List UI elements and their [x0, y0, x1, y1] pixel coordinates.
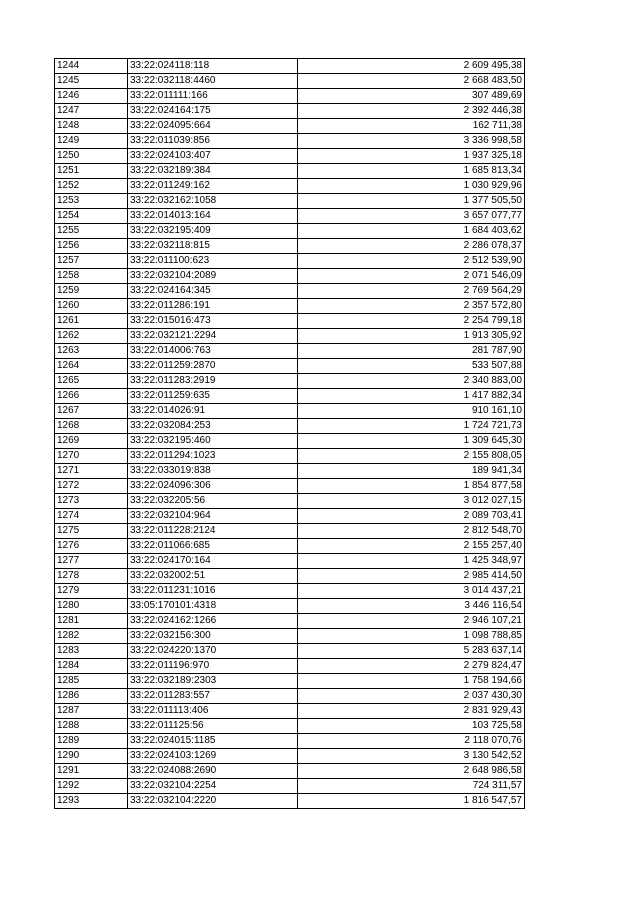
- cadastral-number-cell: 33:22:024088:2690: [128, 764, 298, 779]
- table-row: [55, 314, 525, 329]
- cadastral-value-cell: 3 014 437,21: [298, 584, 525, 599]
- cadastral-number-cell: 33:22:032195:460: [128, 434, 298, 449]
- cadastral-value-cell: 2 155 808,05: [298, 449, 525, 464]
- cadastral-value-cell: 3 446 116,54: [298, 599, 525, 614]
- cadastral-number-cell: 33:22:011259:635: [128, 389, 298, 404]
- table-row: [55, 449, 525, 464]
- cadastral-value-cell: 2 071 546,09: [298, 269, 525, 284]
- table-row: [55, 599, 525, 614]
- row-number-cell: 1267: [55, 404, 128, 419]
- cadastral-value-cell: 1 758 194,66: [298, 674, 525, 689]
- table-row: [55, 734, 525, 749]
- table-row: [55, 239, 525, 254]
- row-number-cell: 1271: [55, 464, 128, 479]
- cadastral-number-cell: 33:22:014006:763: [128, 344, 298, 359]
- cadastral-number-cell: 33:22:011100:623: [128, 254, 298, 269]
- table-row: [55, 224, 525, 239]
- cadastral-value-cell: 2 985 414,50: [298, 569, 525, 584]
- cadastral-number-cell: 33:22:011066:685: [128, 539, 298, 554]
- cadastral-number-cell: 33:22:011286:191: [128, 299, 298, 314]
- table-row: [55, 674, 525, 689]
- table-row: [55, 284, 525, 299]
- cadastral-value-cell: 2 812 548,70: [298, 524, 525, 539]
- cadastral-number-cell: 33:22:024118:118: [128, 59, 298, 74]
- table-row: [55, 764, 525, 779]
- cadastral-value-cell: 2 609 495,38: [298, 59, 525, 74]
- cadastral-value-cell: 533 507,88: [298, 359, 525, 374]
- row-number-cell: 1259: [55, 284, 128, 299]
- table-row: [55, 164, 525, 179]
- row-number-cell: 1263: [55, 344, 128, 359]
- table-row: [55, 464, 525, 479]
- cadastral-number-cell: 33:22:015016:473: [128, 314, 298, 329]
- table-row: [55, 554, 525, 569]
- cadastral-number-cell: 33:22:024015:1185: [128, 734, 298, 749]
- cadastral-number-cell: 33:22:024162:1266: [128, 614, 298, 629]
- table-row: [55, 509, 525, 524]
- table-row: [55, 299, 525, 314]
- cadastral-value-cell: 2 340 883,00: [298, 374, 525, 389]
- cadastral-number-cell: 33:22:024170:164: [128, 554, 298, 569]
- row-number-cell: 1289: [55, 734, 128, 749]
- table-row: [55, 269, 525, 284]
- cadastral-value-cell: 281 787,90: [298, 344, 525, 359]
- table-row: [55, 644, 525, 659]
- cadastral-value-cell: 5 283 637,14: [298, 644, 525, 659]
- cadastral-value-cell: 307 489,69: [298, 89, 525, 104]
- row-number-cell: 1248: [55, 119, 128, 134]
- cadastral-value-cell: 1 913 305,92: [298, 329, 525, 344]
- row-number-cell: 1274: [55, 509, 128, 524]
- table-row: [55, 689, 525, 704]
- row-number-cell: 1244: [55, 59, 128, 74]
- cadastral-value-cell: 103 725,58: [298, 719, 525, 734]
- cadastral-number-cell: 33:22:011228:2124: [128, 524, 298, 539]
- table-row: [55, 479, 525, 494]
- row-number-cell: 1276: [55, 539, 128, 554]
- cadastral-number-cell: 33:22:024096:306: [128, 479, 298, 494]
- cadastral-value-cell: 1 417 882,34: [298, 389, 525, 404]
- table-row: [55, 419, 525, 434]
- cadastral-number-cell: 33:22:032121:2294: [128, 329, 298, 344]
- cadastral-value-cell: 724 311,57: [298, 779, 525, 794]
- row-number-cell: 1280: [55, 599, 128, 614]
- cadastral-value-cell: 1 684 403,62: [298, 224, 525, 239]
- cadastral-value-cell: 1 685 813,34: [298, 164, 525, 179]
- table-row: [55, 434, 525, 449]
- cadastral-number-cell: 33:22:032118:815: [128, 239, 298, 254]
- cadastral-value-cell: 3 012 027,15: [298, 494, 525, 509]
- cadastral-value-cell: 1 854 877,58: [298, 479, 525, 494]
- cadastral-number-cell: 33:22:014026:91: [128, 404, 298, 419]
- cadastral-number-cell: 33:22:011283:2919: [128, 374, 298, 389]
- table-row: [55, 119, 525, 134]
- cadastral-number-cell: 33:22:032189:384: [128, 164, 298, 179]
- cadastral-value-cell: 1 724 721,73: [298, 419, 525, 434]
- cadastral-number-cell: 33:22:011196:970: [128, 659, 298, 674]
- cadastral-value-cell: 2 831 929,43: [298, 704, 525, 719]
- cadastral-value-cell: 2 279 824,47: [298, 659, 525, 674]
- cadastral-number-cell: 33:22:032104:2254: [128, 779, 298, 794]
- table-row: [55, 719, 525, 734]
- table-row: [55, 359, 525, 374]
- row-number-cell: 1270: [55, 449, 128, 464]
- table-row: [55, 614, 525, 629]
- row-number-cell: 1254: [55, 209, 128, 224]
- cadastral-number-cell: 33:22:032104:2089: [128, 269, 298, 284]
- row-number-cell: 1262: [55, 329, 128, 344]
- row-number-cell: 1247: [55, 104, 128, 119]
- table-row: [55, 749, 525, 764]
- table-row: [55, 794, 525, 809]
- table-row: [55, 329, 525, 344]
- row-number-cell: 1250: [55, 149, 128, 164]
- table-row: [55, 494, 525, 509]
- row-number-cell: 1278: [55, 569, 128, 584]
- cadastral-number-cell: 33:22:032104:2220: [128, 794, 298, 809]
- table-row: [55, 374, 525, 389]
- table-row: [55, 659, 525, 674]
- cadastral-number-cell: 33:22:032084:253: [128, 419, 298, 434]
- cadastral-number-cell: 33:22:011039:856: [128, 134, 298, 149]
- row-number-cell: 1286: [55, 689, 128, 704]
- cadastral-value-cell: 2 357 572,80: [298, 299, 525, 314]
- cadastral-number-cell: 33:05:170101:4318: [128, 599, 298, 614]
- row-number-cell: 1279: [55, 584, 128, 599]
- cadastral-number-cell: 33:22:011125:56: [128, 719, 298, 734]
- row-number-cell: 1292: [55, 779, 128, 794]
- cadastral-value-cell: 1 816 547,57: [298, 794, 525, 809]
- cadastral-value-cell: 2 118 070,76: [298, 734, 525, 749]
- cadastral-value-cell: 1 377 505,50: [298, 194, 525, 209]
- row-number-cell: 1256: [55, 239, 128, 254]
- cadastral-value-cell: 2 089 703,41: [298, 509, 525, 524]
- cadastral-number-cell: 33:22:032104:964: [128, 509, 298, 524]
- cadastral-value-cell: 1 937 325,18: [298, 149, 525, 164]
- cadastral-value-cell: 3 130 542,52: [298, 749, 525, 764]
- cadastral-value-cell: 2 286 078,37: [298, 239, 525, 254]
- cadastral-value-cell: 162 711,38: [298, 119, 525, 134]
- row-number-cell: 1277: [55, 554, 128, 569]
- table-row: [55, 59, 525, 74]
- row-number-cell: 1282: [55, 629, 128, 644]
- table-row: [55, 254, 525, 269]
- row-number-cell: 1264: [55, 359, 128, 374]
- cadastral-value-cell: 2 392 446,38: [298, 104, 525, 119]
- row-number-cell: 1260: [55, 299, 128, 314]
- table-row: [55, 704, 525, 719]
- cadastral-number-cell: 33:22:024220:1370: [128, 644, 298, 659]
- row-number-cell: 1261: [55, 314, 128, 329]
- cadastral-number-cell: 33:22:033019:838: [128, 464, 298, 479]
- cadastral-number-cell: 33:22:024164:175: [128, 104, 298, 119]
- cadastral-number-cell: 33:22:024103:407: [128, 149, 298, 164]
- cadastral-number-cell: 33:22:024164:345: [128, 284, 298, 299]
- table-row: [55, 584, 525, 599]
- row-number-cell: 1288: [55, 719, 128, 734]
- cadastral-value-cell: 1 098 788,85: [298, 629, 525, 644]
- row-number-cell: 1281: [55, 614, 128, 629]
- cadastral-number-cell: 33:22:011113:406: [128, 704, 298, 719]
- cadastral-number-cell: 33:22:032002:51: [128, 569, 298, 584]
- cadastral-number-cell: 33:22:032162:1058: [128, 194, 298, 209]
- row-number-cell: 1252: [55, 179, 128, 194]
- row-number-cell: 1251: [55, 164, 128, 179]
- cadastral-value-cell: 910 161,10: [298, 404, 525, 419]
- table-row: [55, 209, 525, 224]
- table-row: [55, 149, 525, 164]
- table-row: [55, 344, 525, 359]
- row-number-cell: 1245: [55, 74, 128, 89]
- row-number-cell: 1291: [55, 764, 128, 779]
- row-number-cell: 1269: [55, 434, 128, 449]
- row-number-cell: 1293: [55, 794, 128, 809]
- row-number-cell: 1268: [55, 419, 128, 434]
- cadastral-value-cell: 2 254 799,18: [298, 314, 525, 329]
- row-number-cell: 1290: [55, 749, 128, 764]
- cadastral-value-cell: 2 946 107,21: [298, 614, 525, 629]
- row-number-cell: 1265: [55, 374, 128, 389]
- cadastral-value-cell: 1 425 348,97: [298, 554, 525, 569]
- cadastral-value-cell: 189 941,34: [298, 464, 525, 479]
- cadastral-value-cell: 2 512 539,90: [298, 254, 525, 269]
- table-row: [55, 629, 525, 644]
- cadastral-number-cell: 33:22:011259:2870: [128, 359, 298, 374]
- table-row: [55, 569, 525, 584]
- row-number-cell: 1287: [55, 704, 128, 719]
- row-number-cell: 1246: [55, 89, 128, 104]
- cadastral-number-cell: 33:22:011249:162: [128, 179, 298, 194]
- cadastral-value-cell: 2 648 986,58: [298, 764, 525, 779]
- table-row: [55, 524, 525, 539]
- cadastral-value-cell: 2 769 564,29: [298, 284, 525, 299]
- table-row: [55, 404, 525, 419]
- row-number-cell: 1249: [55, 134, 128, 149]
- cadastral-number-cell: 33:22:024103:1269: [128, 749, 298, 764]
- cadastral-number-cell: 33:22:014013:164: [128, 209, 298, 224]
- table-row: [55, 389, 525, 404]
- table-row: [55, 134, 525, 149]
- cadastral-value-cell: 2 155 257,40: [298, 539, 525, 554]
- row-number-cell: 1285: [55, 674, 128, 689]
- cadastral-number-cell: 33:22:032205:56: [128, 494, 298, 509]
- cadastral-number-cell: 33:22:032156:300: [128, 629, 298, 644]
- cadastral-value-cell: 1 030 929,96: [298, 179, 525, 194]
- table-row: [55, 74, 525, 89]
- cadastral-number-cell: 33:22:011111:166: [128, 89, 298, 104]
- table-row: [55, 89, 525, 104]
- cadastral-value-table: [54, 58, 525, 809]
- table-row: [55, 104, 525, 119]
- table-body: [55, 59, 525, 809]
- cadastral-value-cell: 3 336 998,58: [298, 134, 525, 149]
- row-number-cell: 1273: [55, 494, 128, 509]
- table-row: [55, 779, 525, 794]
- row-number-cell: 1283: [55, 644, 128, 659]
- cadastral-number-cell: 33:22:032189:2303: [128, 674, 298, 689]
- cadastral-number-cell: 33:22:011294:1023: [128, 449, 298, 464]
- row-number-cell: 1253: [55, 194, 128, 209]
- cadastral-value-cell: 2 668 483,50: [298, 74, 525, 89]
- table-row: [55, 539, 525, 554]
- table-row: [55, 179, 525, 194]
- cadastral-value-cell: 2 037 430,30: [298, 689, 525, 704]
- row-number-cell: 1266: [55, 389, 128, 404]
- cadastral-number-cell: 33:22:011231:1016: [128, 584, 298, 599]
- row-number-cell: 1284: [55, 659, 128, 674]
- cadastral-number-cell: 33:22:032195:409: [128, 224, 298, 239]
- row-number-cell: 1272: [55, 479, 128, 494]
- cadastral-number-cell: 33:22:011283:557: [128, 689, 298, 704]
- table-row: [55, 194, 525, 209]
- row-number-cell: 1257: [55, 254, 128, 269]
- row-number-cell: 1275: [55, 524, 128, 539]
- cadastral-number-cell: 33:22:032118:4460: [128, 74, 298, 89]
- row-number-cell: 1258: [55, 269, 128, 284]
- cadastral-number-cell: 33:22:024095:664: [128, 119, 298, 134]
- cadastral-value-cell: 3 657 077,77: [298, 209, 525, 224]
- row-number-cell: 1255: [55, 224, 128, 239]
- cadastral-value-cell: 1 309 645,30: [298, 434, 525, 449]
